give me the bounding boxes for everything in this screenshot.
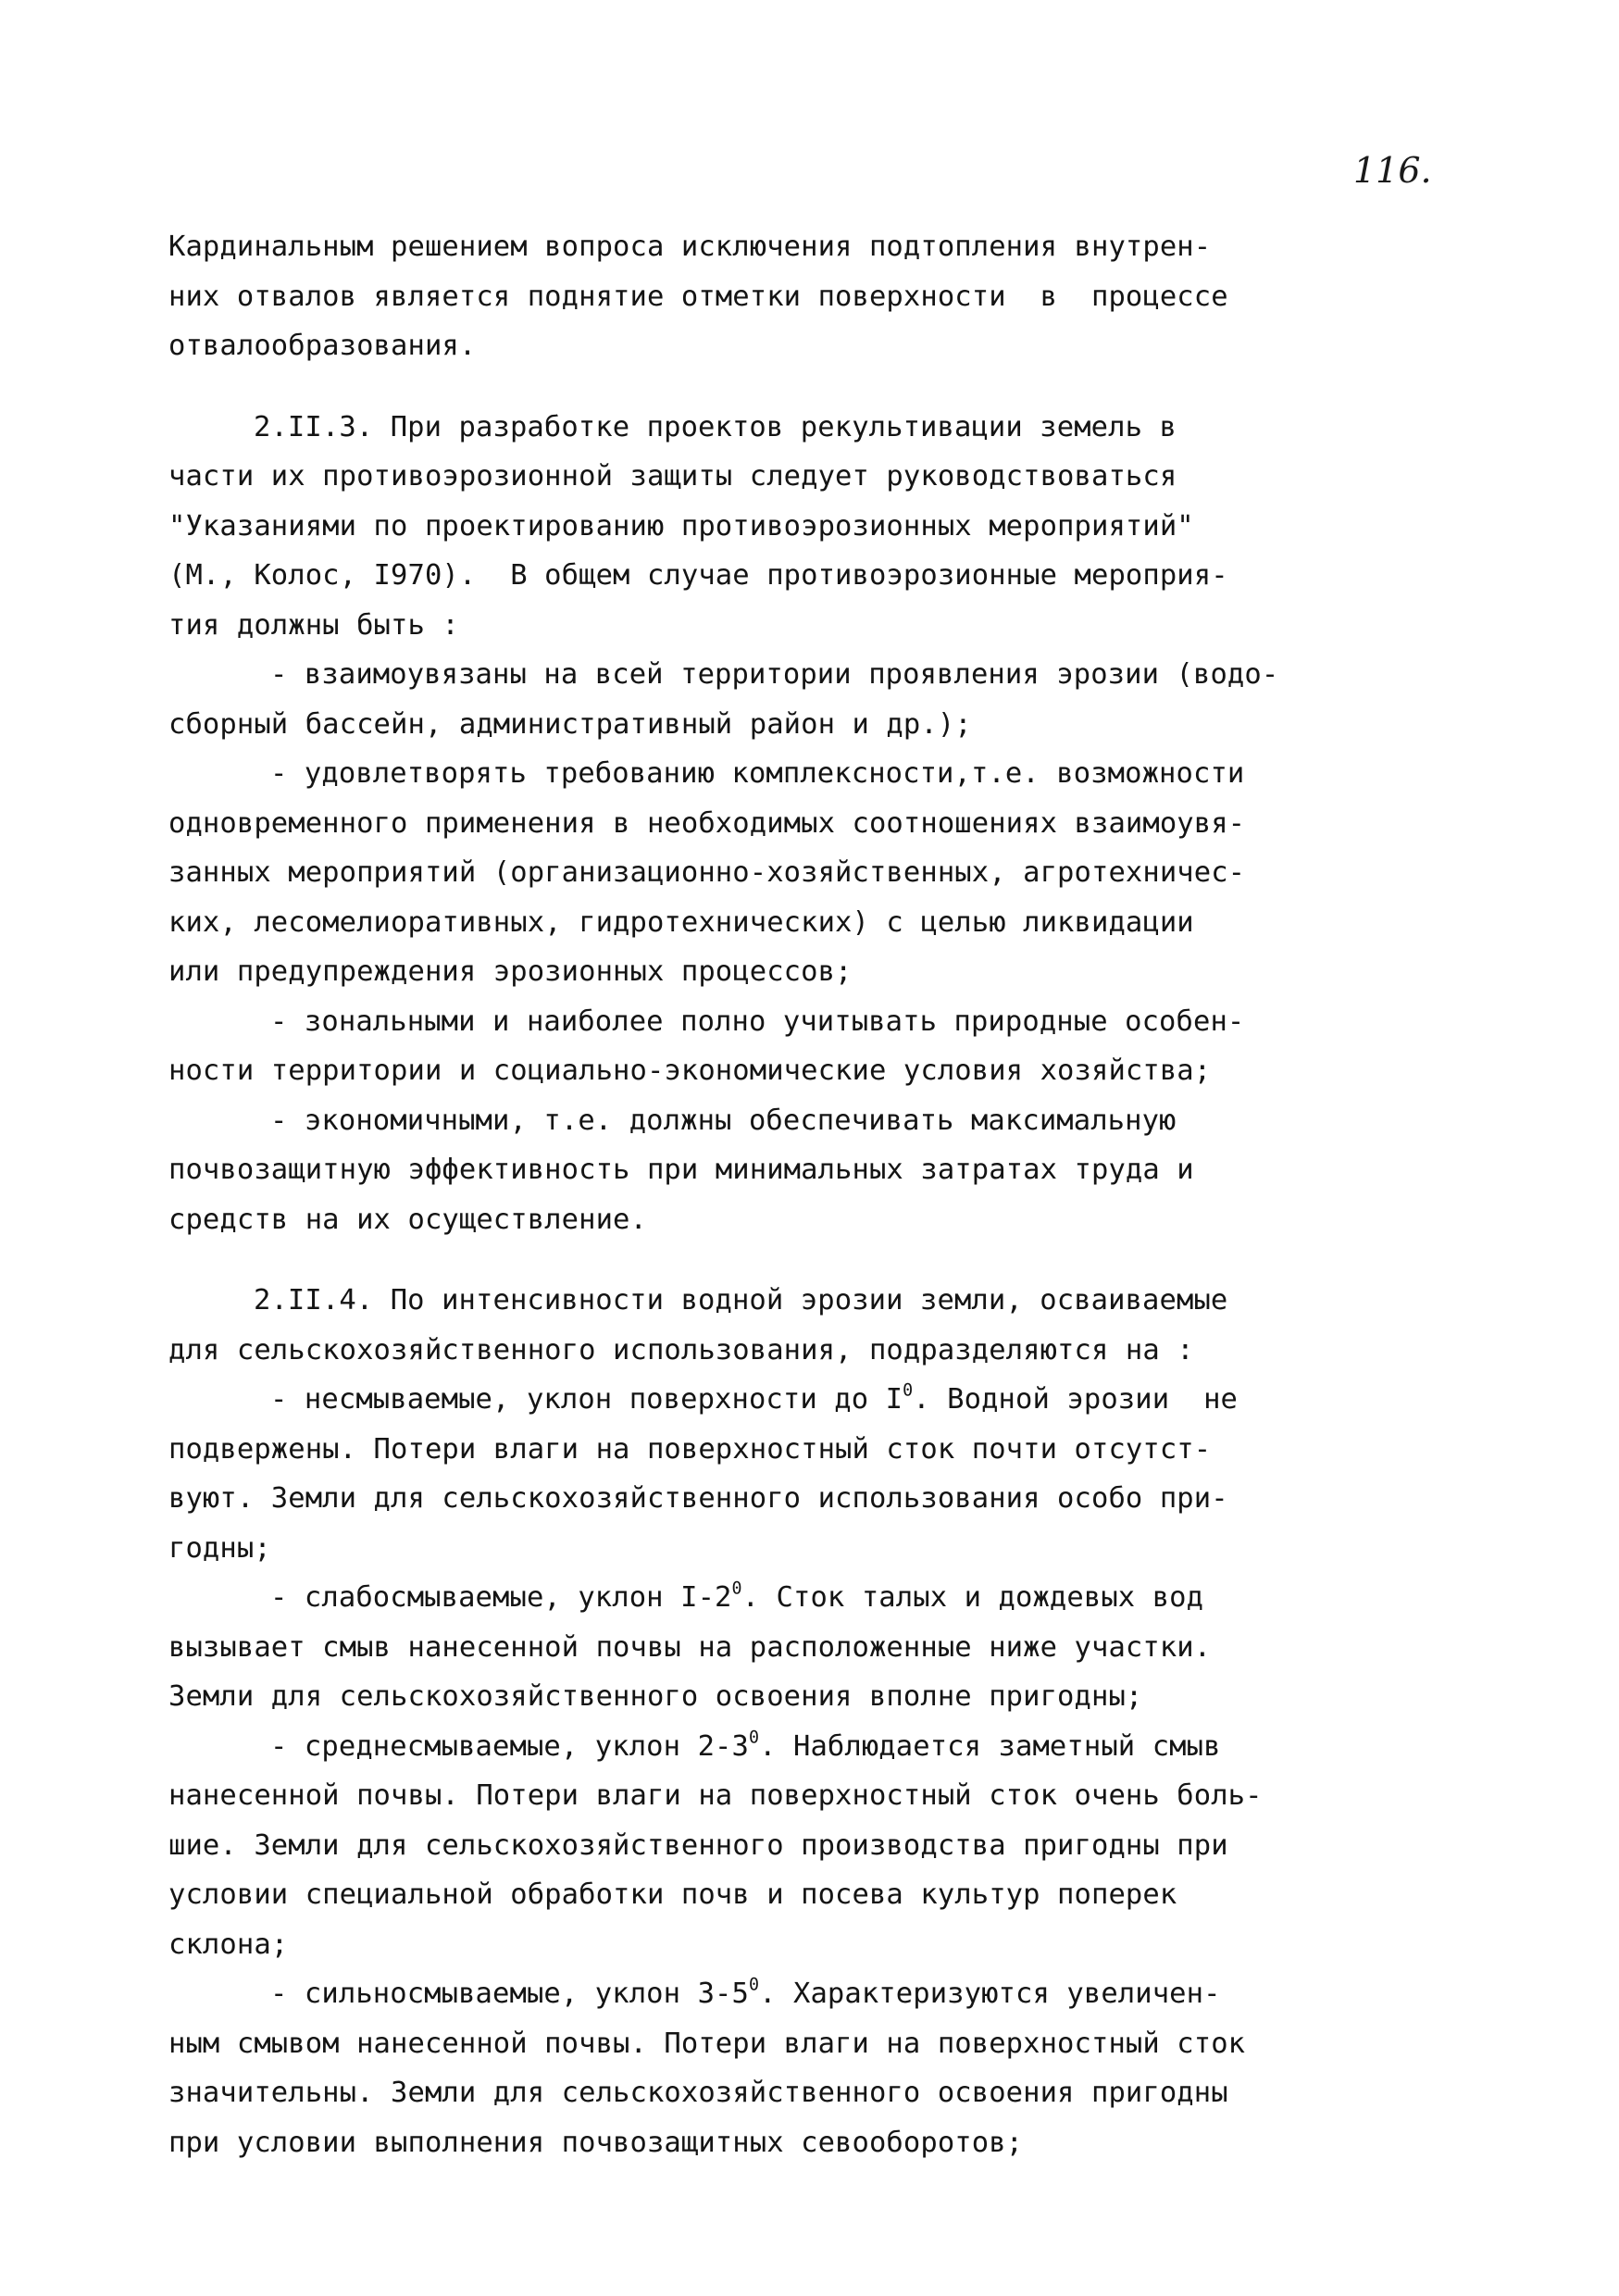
erosion-category-strongly-washed xyxy=(168,1969,1464,2167)
text-line: Кардинальным решением вопроса исключения подтопления внутрен- xyxy=(168,231,1212,263)
text-line: 2.II.3. При разработке проектов рекультивации земель в xyxy=(254,410,1177,443)
text-line: них отвалов является поднятие отметки поверхности в процессе xyxy=(168,280,1228,313)
text-line: условии специальной обработки почв и посева культур поперек xyxy=(168,1878,1177,1911)
category-lead-rest: . Наблюдается заметный смыв xyxy=(759,1729,1221,1763)
text-line: для сельскохозяйственного использования, подразделяются на : xyxy=(168,1333,1194,1366)
erosion-category-weakly-washed xyxy=(168,1573,1464,1722)
category-lead: - несмываемые, уклон поверхности до I xyxy=(270,1383,903,1416)
text-line: склона; xyxy=(168,1928,289,1961)
degree-superscript: 0 xyxy=(903,1380,914,1401)
text-line: занных мероприятий (организационно-хозяйственных, агротехничес- xyxy=(168,856,1246,889)
text-line: средств на их осуществление. xyxy=(168,1203,647,1236)
text-line xyxy=(168,1969,1464,2019)
text-line: отвалообразования. xyxy=(168,330,477,362)
text-line: части их противоэрозионной защиты следует руководствоваться xyxy=(168,460,1177,493)
text-line: шие. Земли для сельскохозяйственного производства пригодны при xyxy=(168,1828,1228,1862)
text-line: ным смывом нанесенной почвы. Потери влаги на поверхностный сток xyxy=(168,2027,1246,2060)
text-line: вуют. Земли для сельскохозяйственного использования особо при- xyxy=(168,1482,1228,1515)
text-line: нанесенной почвы. Потери влаги на поверхностный сток очень боль- xyxy=(168,1779,1263,1812)
text-line xyxy=(168,1722,1464,1772)
text-line xyxy=(168,1375,1464,1425)
erosion-category-medium-washed xyxy=(168,1722,1464,1970)
document-body xyxy=(168,222,1464,2167)
text-line: ности территории и социально-экономические условия хозяйства; xyxy=(168,1054,1212,1087)
text-line xyxy=(168,1573,1464,1623)
text-line: - удовлетворять требованию комплексности,т.е. возможности xyxy=(270,757,1245,790)
degree-superscript: 0 xyxy=(748,1727,760,1747)
text-line: при условии выполнения почвозащитных севооборотов; xyxy=(168,2126,1024,2159)
degree-superscript: 0 xyxy=(748,1975,760,1995)
text-line: одновременного применения в необходимых соотношениях взаимоувя- xyxy=(168,806,1246,840)
category-lead: - сильносмываемые, уклон 3-5 xyxy=(270,1978,749,2010)
degree-superscript: 0 xyxy=(731,1578,742,1599)
text-line: вызывает смыв нанесенной почвы на расположенные ниже участки. xyxy=(168,1630,1212,1664)
text-line: почвозащитную эффективность при минимальных затратах труда и xyxy=(168,1154,1194,1186)
category-lead: - слабосмываемые, уклон I-2 xyxy=(270,1581,732,1614)
text-line: - зональными и наиболее полно учитывать природные особен- xyxy=(270,1004,1245,1038)
list-item xyxy=(168,997,1464,1096)
text-line: годны; xyxy=(168,1531,271,1565)
paragraph-drainage-solution xyxy=(168,222,1464,371)
text-line: или предупреждения эрозионных процессов; xyxy=(168,955,853,988)
list-item xyxy=(168,650,1464,749)
category-lead-rest: . Характеризуются увеличен- xyxy=(759,1978,1221,2010)
list-item xyxy=(168,1096,1464,1245)
text-line: подвержены. Потери влаги на поверхностный сток почти отсутст- xyxy=(168,1432,1212,1466)
text-line: 2.II.4. По интенсивности водной эрозии земли, осваиваемые xyxy=(254,1284,1228,1316)
text-line: сборный бассейн, административный район и др.); xyxy=(168,707,972,741)
text-line: значительны. Земли для сельскохозяйственного освоения пригодны xyxy=(168,2077,1228,2109)
paragraph-section-2-11-4 xyxy=(168,1276,1464,1375)
text-line: Земли для сельскохозяйственного освоения вполне пригодны; xyxy=(168,1680,1143,1713)
text-line: (М., Колос, I970). В общем случае противоэрозионные мероприя- xyxy=(168,559,1228,592)
category-lead-rest: . Сток талых и дождевых вод xyxy=(741,1581,1204,1614)
text-line: - экономичными, т.е. должны обеспечивать максимальную xyxy=(270,1104,1177,1137)
erosion-category-non-washed xyxy=(168,1375,1464,1573)
text-line: тия должны быть : xyxy=(168,608,459,642)
text-line: - взаимоувязаны на всей территории проявления эрозии (водо- xyxy=(270,658,1279,691)
text-line: ких, лесомелиоративных, гидротехнических) с целью ликвидации xyxy=(168,905,1194,939)
paragraph-section-2-11-3 xyxy=(168,403,1464,651)
text-line: "Указаниями по проектированию противоэрозионных мероприятий" xyxy=(168,509,1194,543)
list-item xyxy=(168,749,1464,997)
page-number: 116. xyxy=(1353,150,1432,191)
category-lead: - среднесмываемые, уклон 2-3 xyxy=(270,1729,749,1763)
category-lead-rest: . Водной эрозии не xyxy=(913,1383,1239,1416)
